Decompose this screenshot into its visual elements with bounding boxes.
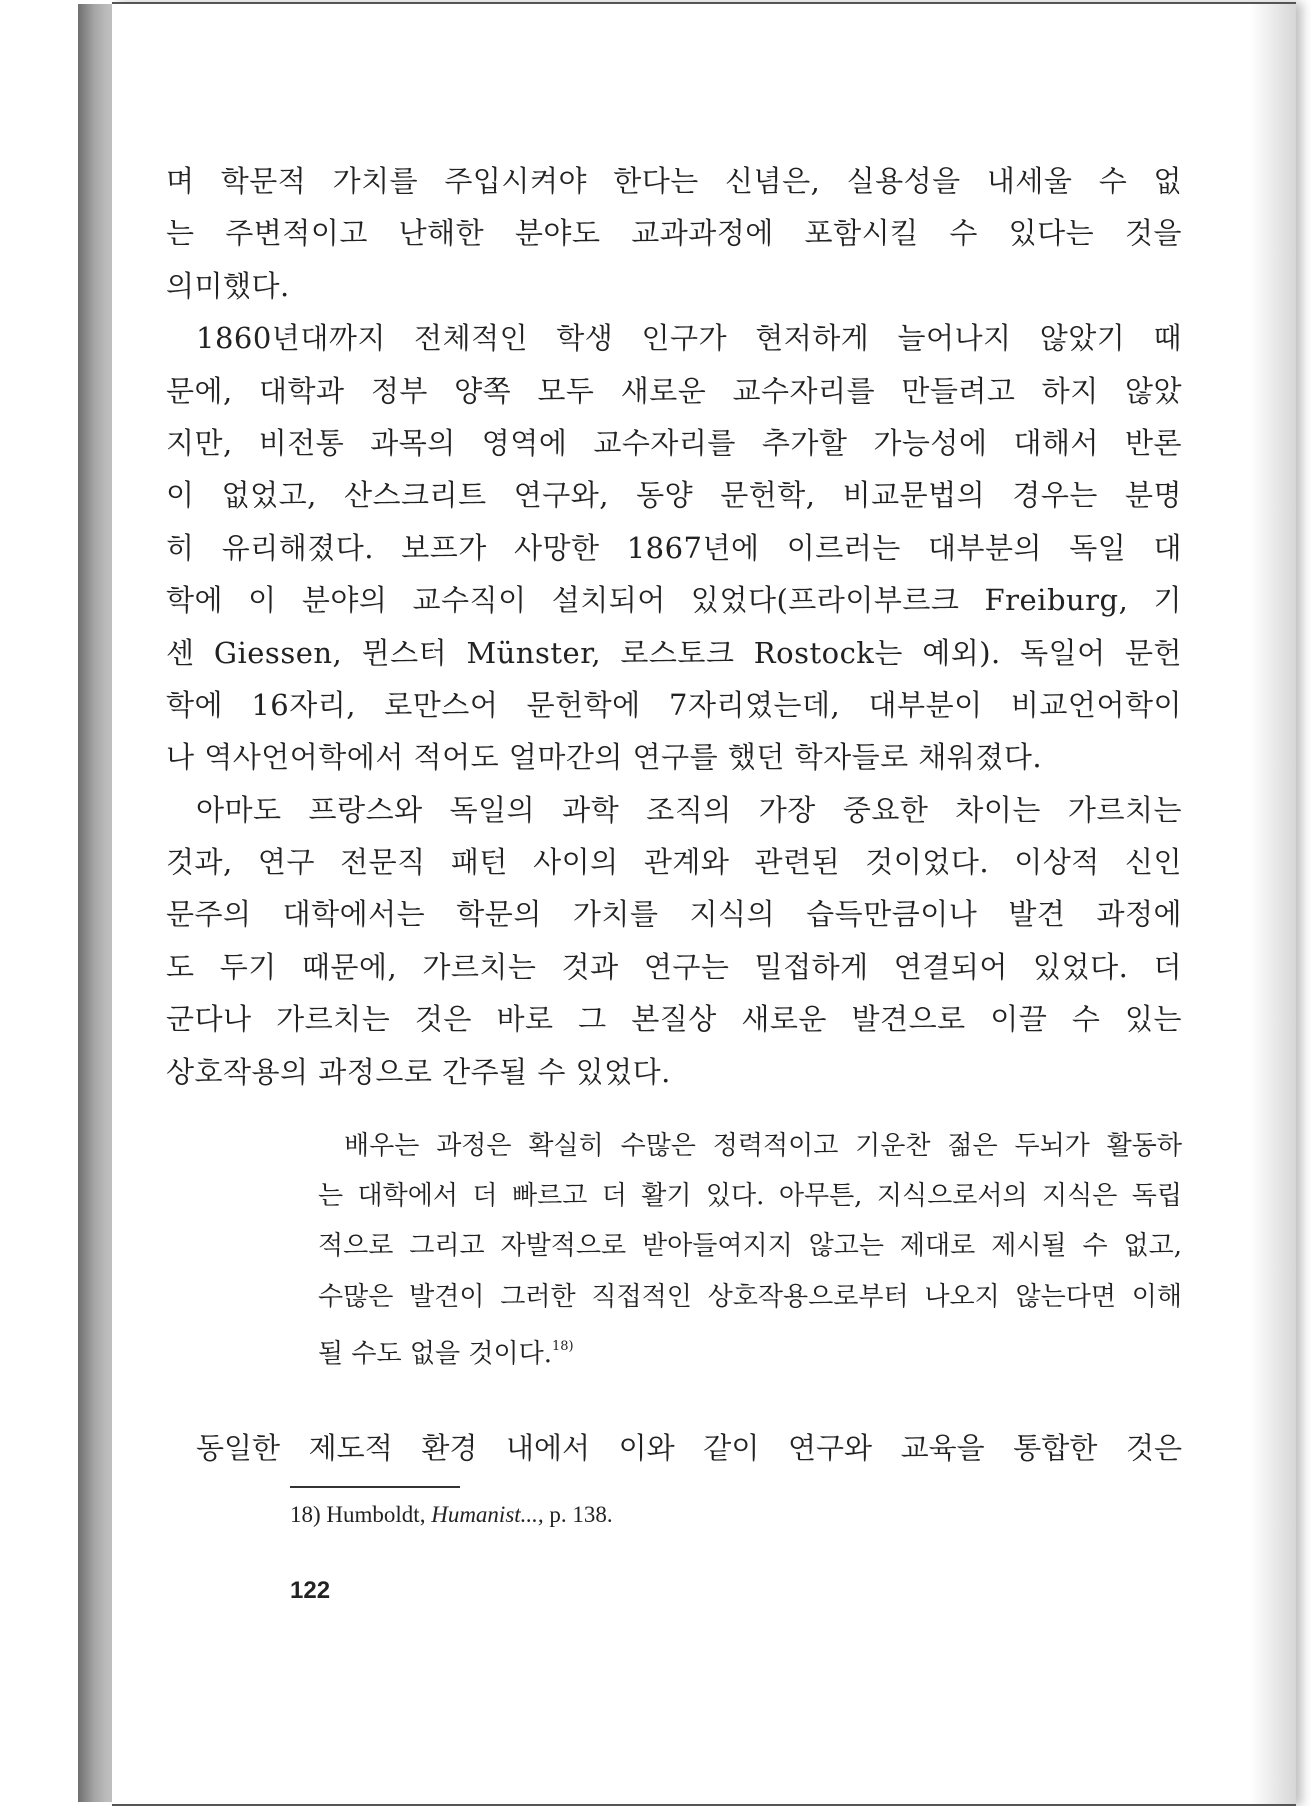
body-line-after-quote: 동일한 제도적 환경 내에서 이와 같이 연구와 교육을 통합한 것은 <box>196 1431 1182 1465</box>
body-line: 지만, 비전통 과목의 영역에 교수자리를 추가할 가능성에 대해서 반론 <box>166 425 1182 460</box>
quote-line-final <box>318 1322 1182 1372</box>
body-line: 아마도 프랑스와 독일의 과학 조직의 가장 중요한 차이는 가르치는 <box>196 792 1182 827</box>
body-text <box>166 155 1182 1098</box>
body-line: 1860년대까지 전체적인 학생 인구가 현저하게 늘어나지 않았기 때 <box>196 321 1182 356</box>
footnote-separator <box>290 1486 460 1488</box>
body-line: 센 Giessen, 뮌스터 Münster, 로스토크 Rostock는 예외). 독일어 문헌 <box>166 635 1182 670</box>
body-line: 이 없었고, 산스크리트 연구와, 동양 문헌학, 비교문법의 경우는 분명 <box>166 478 1182 513</box>
footnote-author: Humboldt, <box>326 1502 426 1527</box>
body-line: 문에, 대학과 정부 양쪽 모두 새로운 교수자리를 만들려고 하지 않았 <box>166 373 1182 408</box>
body-line: 학에 이 분야의 교수직이 설치되어 있었다(프라이부르크 Freiburg, 기 <box>166 583 1182 618</box>
quote-line: 는 대학에서 더 빠르고 더 활기 있다. 아무튼, 지식으로서의 지식은 독립 <box>318 1181 1182 1212</box>
body-line: 며 학문적 가치를 주입시켜야 한다는 신념은, 실용성을 내세울 수 없 <box>166 164 1182 198</box>
body-line: 문주의 대학에서는 학문의 가치를 지식의 습득만큼이나 발견 과정에 <box>166 897 1182 932</box>
body-line: 도 두기 때문에, 가르치는 것과 연구는 밀접하게 연결되어 있었다. 더 <box>166 949 1182 984</box>
footnote <box>290 1502 613 1528</box>
body-line: 는 주변적이고 난해한 분야도 교과과정에 포함시킬 수 있다는 것을 <box>166 216 1182 251</box>
body-line: 학에 16자리, 로만스어 문헌학에 7자리였는데, 대부분이 비교언어학이 <box>166 687 1182 722</box>
quote-line: 수많은 발견이 그러한 직접적인 상호작용으로부터 나오지 않는다면 이해 <box>318 1281 1182 1312</box>
quote-line: 적으로 그리고 자발적으로 받아들여지지 않고는 제대로 제시될 수 없고, <box>318 1231 1182 1262</box>
footnote-pages: p. 138. <box>549 1502 613 1527</box>
book-page-stack-edge <box>78 4 114 1802</box>
body-line: 히 유리해졌다. 보프가 사망한 1867년에 이르러는 대부분의 독일 대 <box>166 530 1182 565</box>
quote-line-text: 될 수도 없을 것이다. <box>318 1338 552 1369</box>
body-line: 의미했다. <box>166 268 290 303</box>
page-number: 122 <box>290 1577 331 1604</box>
quote-line: 배우는 과정은 확실히 수많은 정력적이고 기운찬 젊은 두뇌가 활동하 <box>344 1131 1182 1161</box>
footnote-reference: 18) <box>552 1338 574 1354</box>
body-line: 나 역사언어학에서 적어도 얼마간의 연구를 했던 학자들로 채워졌다. <box>166 740 1043 775</box>
body-line: 군다나 가르치는 것은 바로 그 본질상 새로운 발견으로 이끌 수 있는 <box>166 1002 1182 1037</box>
footnote-number: 18) <box>290 1502 321 1527</box>
body-line: 것과, 연구 전문직 패턴 사이의 관계와 관련된 것이었다. 이상적 신인 <box>166 845 1182 880</box>
footnote-title: Humanist..., <box>431 1502 544 1527</box>
block-quote <box>318 1121 1182 1372</box>
body-line: 상호작용의 과정으로 간주될 수 있었다. <box>166 1054 671 1089</box>
